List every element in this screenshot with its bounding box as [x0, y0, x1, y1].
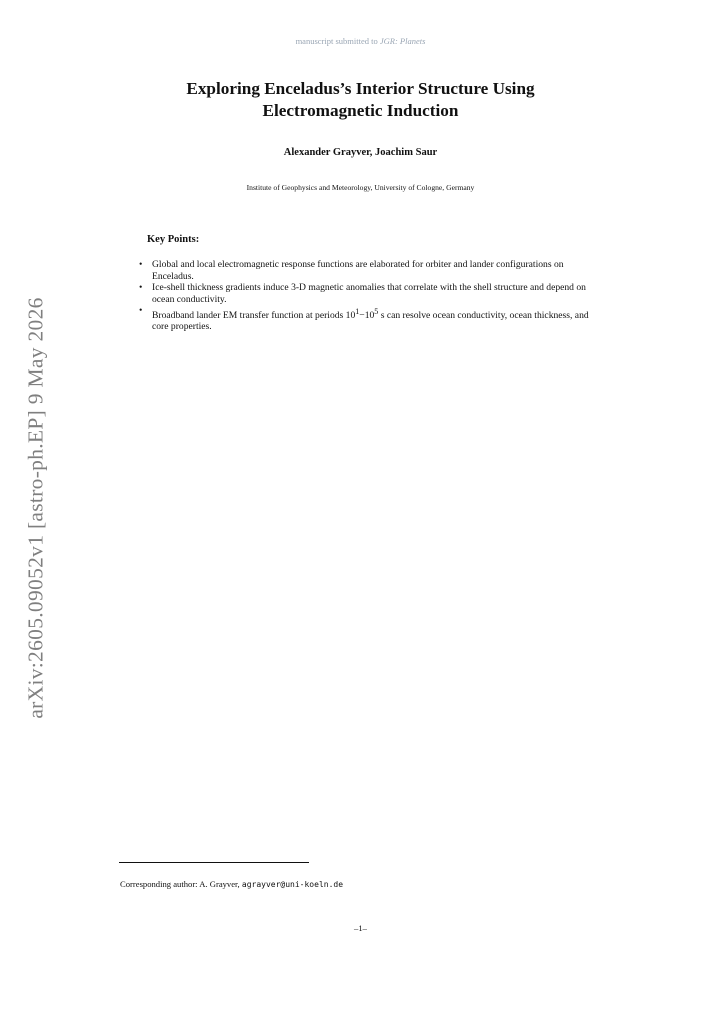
key-points-list	[139, 259, 599, 333]
paper-title-line-1: Exploring Enceladus’s Interior Structure Using	[186, 79, 535, 98]
key-point-item	[139, 305, 599, 332]
key-point-text	[152, 306, 589, 333]
author-email-link[interactable]: agrayver@uni-koeln.de	[241, 880, 344, 889]
paper-title	[100, 78, 621, 122]
key-point-text: Global and local electromagnetic response functions are elaborated for orbiter and lander configurations on Enceladus.	[152, 259, 564, 282]
key-point-text: Ice-shell thickness gradients induce 3-D magnetic anomalies that correlate with the shell structure and depend on ocean conductivity.	[152, 282, 586, 305]
key-point-text-suffix: s can resolve ocean conductivity, ocean thickness, and core properties.	[152, 309, 589, 333]
manuscript-header-prefix: manuscript submitted to	[295, 36, 378, 46]
journal-name: JGR: Planets	[379, 36, 426, 46]
key-point-text-prefix: Broadband lander EM transfer function at periods 10	[152, 309, 356, 321]
corresponding-author-footnote	[120, 879, 343, 889]
footnote-rule	[119, 862, 309, 863]
footnote-label: Corresponding author: A. Grayver,	[120, 879, 240, 889]
author-affiliation: Institute of Geophysics and Meteorology, University of Cologne, Germany	[246, 183, 475, 192]
bullet-icon: •	[139, 282, 143, 294]
arxiv-identifier-stamp: arXiv:2605.09052v1 [astro-ph.EP] 9 May 2026	[23, 297, 48, 719]
period-exponent-min: 1	[355, 306, 360, 316]
key-points-heading: Key Points:	[147, 234, 200, 245]
page-number: –1–	[354, 923, 367, 933]
period-exponent-max: 5	[374, 306, 379, 316]
author-list: Alexander Grayver, Joachim Saur	[283, 147, 438, 158]
bullet-icon: •	[139, 259, 143, 270]
key-point-text-mid: −10	[359, 309, 375, 321]
paper-title-line-2: Electromagnetic Induction	[262, 101, 459, 120]
key-point-item	[139, 282, 599, 305]
manuscript-header	[0, 36, 721, 46]
key-point-item	[139, 259, 599, 282]
bullet-icon: •	[139, 305, 143, 317]
